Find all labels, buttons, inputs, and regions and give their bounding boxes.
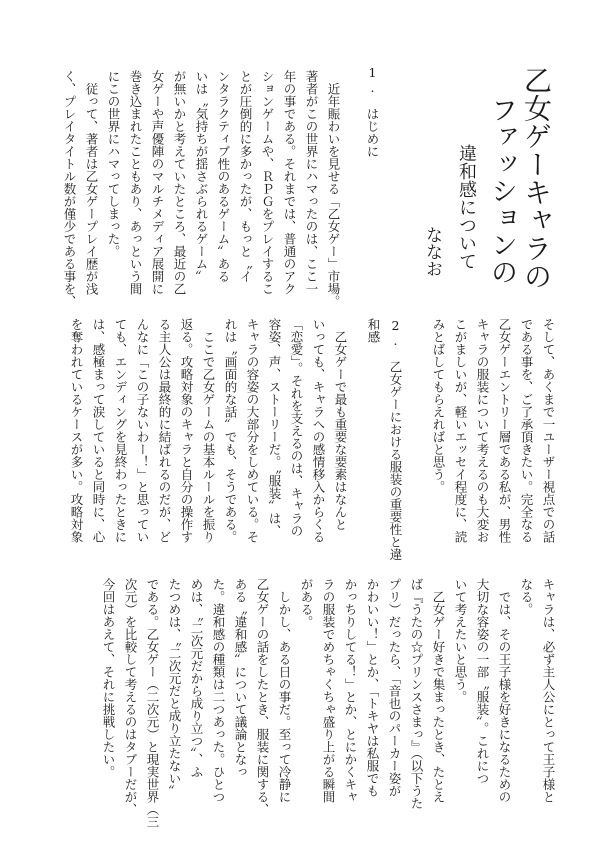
section-heading-column: 和感	[366, 318, 381, 343]
text-column: 返る。攻略対象のキャラと自分の操作す	[179, 318, 194, 543]
text-column: を奪われているケースが多い。攻略対象	[69, 318, 84, 543]
text-column: ションゲームや、ＲＰＧをプレイするこ	[260, 70, 275, 295]
text-column: がある。	[299, 578, 314, 628]
text-column: キャラは、必ず主人公にとって王子様と	[541, 578, 556, 803]
text-column: ここで乙女ゲームの基本ルールを振り	[201, 318, 216, 543]
text-column: ば『うたの☆プリンスさまっ』（以下うた	[409, 578, 424, 810]
section-heading: 1. はじめに	[365, 65, 380, 158]
title-line: ファッションの	[486, 96, 517, 285]
text-column: しかし、ある日の事だ。至って冷静に	[277, 578, 292, 803]
text-column: では、その王子様を好きになるための	[497, 578, 512, 803]
text-column: そして、あくまで一ユーザー視点での話	[541, 318, 556, 543]
text-column: なる。	[519, 578, 534, 616]
text-column: 「恋愛」。それを支えるのは、キャラの	[289, 318, 304, 537]
text-column: めは、〝二次元だから成り立つ〟、ふ	[189, 578, 204, 778]
text-column: 乙女ゲーで最も重要な要素はなんと	[333, 318, 348, 531]
text-column: 容姿、声、ストーリーだ。〝服装〟は、	[267, 318, 282, 537]
text-column: かっちりしてる！」とか、とにかくキャ	[343, 578, 358, 803]
text-column: 乙女ゲーの話をしたとき、服装に関する、	[255, 578, 270, 816]
text-column: 次元）を比較して考えるのはタブーだが、	[123, 578, 138, 816]
text-column: 巻き込まれたこともあり、あっという間	[128, 70, 143, 295]
section-heading-2	[362, 318, 406, 570]
body-text-middle-tier-intro	[427, 318, 559, 570]
title-line: 乙女ゲーキャラの	[520, 66, 553, 290]
text-column: にこの世界にハマってしまった。	[106, 70, 121, 258]
text-column: とが圧倒的に多かったが、もっと〝イ	[238, 70, 253, 283]
text-column: こがましいが、軽いエッセイ程度に、読	[453, 318, 468, 543]
text-column: 女ゲーや声優陣のマルチメディア展開に	[150, 70, 165, 295]
section-heading-1	[361, 65, 383, 317]
text-column: 近年賑わいを見せる「乙女ゲー」市場。	[326, 70, 341, 308]
text-column: んなに「この子ないわー！」と思ってい	[135, 318, 150, 543]
text-column: 年の事である。それまでは、普通のアク	[282, 70, 297, 295]
text-column: いは〝気持ちが揺さぶられるゲーム〟	[194, 70, 209, 283]
article-title	[414, 60, 554, 300]
text-column: プリ）だったら、「音也のパーカー姿が	[387, 578, 402, 797]
body-text-top-tier	[58, 70, 344, 322]
body-text-bottom-tier	[97, 578, 559, 830]
body-text-middle-tier-section2	[65, 318, 351, 570]
text-column: る主人公は最終的に結ばれるのだが、ど	[157, 318, 172, 543]
text-column: である。乙女ゲー（二次元）と現実世界（三	[145, 578, 160, 828]
text-column: が無いかと考えていたところ、最近の乙	[172, 70, 187, 295]
text-column: みとばしてもらえればと思う。	[431, 318, 446, 493]
text-column: 著者がこの世界にハマったのは、ここ一	[304, 70, 319, 295]
text-column: 今回はあえて、それに挑戦したい。	[101, 578, 116, 778]
text-column: である事を、ご了承頂きたい。完全なる	[519, 318, 534, 543]
title-line: 違和感について	[456, 144, 477, 270]
text-column: 乙女ゲーエントリー層である私が、男性	[497, 318, 512, 543]
text-column: 従って、著者は乙女ゲープレイ歴が浅	[84, 70, 99, 295]
text-column: ンタラクティブ性のあるゲーム〟ある	[216, 70, 231, 283]
text-column: 大切な容姿の一部〝服装〟。これにつ	[475, 578, 490, 785]
text-column: は、感極まって涙していると同時に、心	[91, 318, 106, 543]
text-column: たつめは、〝二次元だと成り立たない〟	[167, 578, 182, 797]
text-column: ても、エンディングを見終わったときに	[113, 318, 128, 543]
text-column: ラの服装でめちゃくちゃ盛り上がる瞬間	[321, 578, 336, 803]
text-column: 乙女ゲー好きで集まったとき、たとえ	[431, 578, 446, 803]
text-column: いて考えたいと思う。	[453, 578, 468, 703]
text-column: キャラの服装について考えるのも大変お	[475, 318, 490, 543]
text-column: れは〝画面的な話〟でも、そうである。	[223, 318, 238, 543]
author-name: ななお	[422, 226, 442, 277]
text-column: く、プレイタイトル数が僅少である事を、	[62, 70, 77, 308]
section-heading-column: 2. 乙女ゲーにおける服装の重要性と違	[388, 318, 403, 561]
text-column: ある〝違和感〟について議論となっ	[233, 578, 248, 778]
text-column: いっても、キャラへの感情移入からくる	[311, 318, 326, 543]
text-column: キャラの容姿の大部分をしめている。そ	[245, 318, 260, 543]
text-column: た。違和感の種類は二つあった。ひとつ	[211, 578, 226, 803]
text-column: かわいい！」とか、「トキヤは私服でも	[365, 578, 380, 797]
